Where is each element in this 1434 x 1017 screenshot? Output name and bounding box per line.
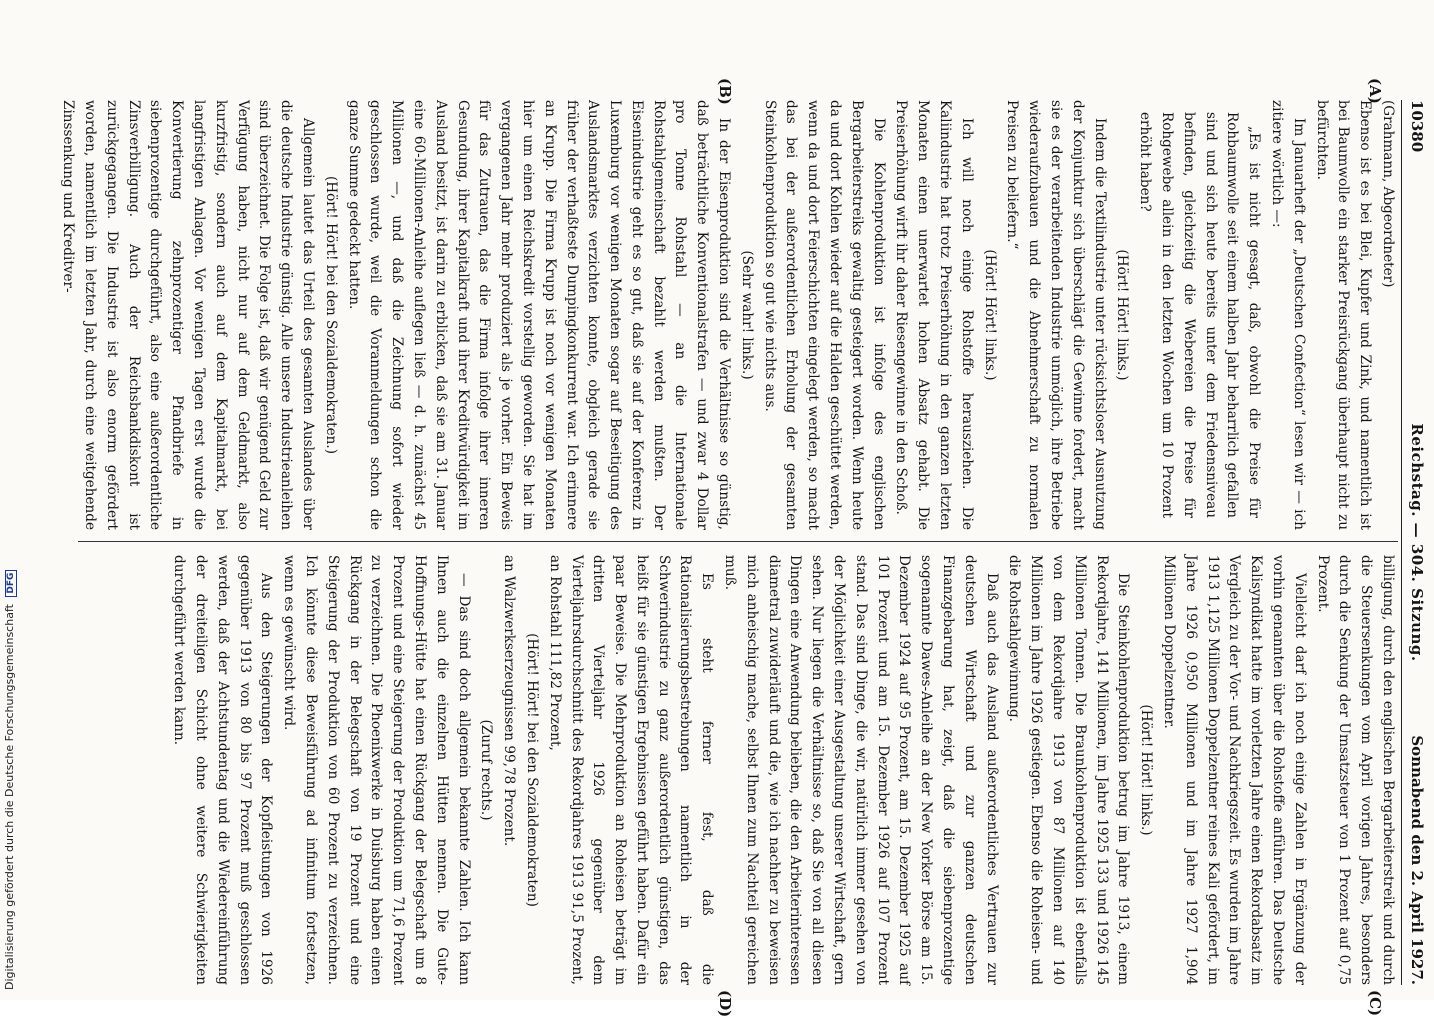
paragraph: Es steht ferner fest, daß die Rationalisierungsbestrebungen namentlich in der Schwerindustrie zu ganz außerordentlich günstigen, das heißt für sie günstigen Ergebnissen geführt haben. Dafür ein paar Beweise. Die Mehrproduktion an Roheisen beträgt im dritten Vierteljahr 1926 gegenüber dem Vierteljahrsdurchschnitt des Rekordjahres 1913 91,5 Prozent, an Rohstahl 111,82 Prozent, [546, 555, 716, 985]
paragraph: Ich will noch einige Rohstoffe herausziehen. Die Kaliindustrie hat trotz Preiserhöhung in den ganzen letzten Monaten einen unerwartet hohen Absatz gehabt. Die Preiserhöhung wirft ihr daher Riesengewinne in den Schoß. [893, 100, 975, 530]
paragraph: an Walzwerkserzeugnissen 99,78 Prozent. [501, 555, 518, 847]
page-number: 10380 [1408, 100, 1426, 153]
paragraph: Ebenso ist es bei Blei, Kupfer und Zink, und namentlich ist bei Baumwolle ein starker Preisrückgang überhaupt nicht zu befürchten. [1313, 100, 1374, 530]
paragraph: „Es ist nicht gesagt, daß, obwohl die Preise für Rohbaumwolle seit einem halben Jahr beharrlich gefallen sind und sich heute bereits unter dem Friedensniveau befinden, gleichzeitig die Webereien die Preise für Rohgewebe allein in den letzten Wochen um 10 Prozent erhöht haben? [1137, 112, 1263, 518]
margin-mark-d: (D) [716, 990, 734, 1017]
credit-text: Digitalisierung gefördert durch die Deutsche Forschungsgemeinschaft [3, 604, 16, 990]
paragraph: Daß auch das Ausland außerordentliches Vertrauen zur deutschen Wirtschaft und zur ganzen deutschen Finanzgebarung hat, zeigt, daß die siebenprozentige sogenannte Dawes-Anleihe an der New Yorker Börse am 15. Dezember 1924 auf 95 Prozent, am 15. Dezember 1925 auf 101 Prozent und am 15. Dezember 1926 auf 107 Prozent stand. Das sind Dinge, die wir, natürlich immer gesehen von der Möglichkeit einer Ausgestaltung unserer Wirtschaft, gern sehen. Nur liegen die Verhältnisse so, daß Sie von all diesen Dingen eine Anwendung belieben, die den Arbeiterinteressen diametral zuwiderläuft und die, wie ich nachher zu beweisen mich anheischig mache, selbst Ihnen zum Nachteil gereichen muß. [722, 555, 1000, 985]
margin-mark-a: (A) [1366, 78, 1384, 104]
interjection: (Zuruf rechts.) [478, 719, 495, 821]
column-divider [78, 541, 1398, 542]
paragraph: Im Januarheft der „Deutschen Confection“ lesen wir — ich zitiere wörtlich —: [1269, 100, 1307, 530]
page-header [1401, 100, 1428, 985]
paragraph: Vielleicht darf ich noch einige Zahlen in Ergänzung der vorhin genannten über die Rohstoffe anführen. Das Deutsche Kalisyndikat hatte im vorletzten Jahre einen Rekordabsatz im Vergleich zu der Vor- und Nachkriegszeit. Es wurden im Jahre 1913 1,125 Millionen Doppelzentner reines Kali gefördert, im Jahre 1926 0,950 Millionen und im Jahre 1927 1,904 Millionen Doppelzentner. [1161, 555, 1308, 985]
paragraph: billigung, durch den englischen Bergarbeiterstreik und durch die Steuersenkungen vom April vorigen Jahres, besonders durch die Senkung der Umsatzsteuer von 1 Prozent auf 0,75 Prozent. [1314, 555, 1396, 985]
interjection: (Hört! Hört! links.) [1114, 249, 1131, 381]
paragraph: Aus den Steigerungen der Kopfleistungen von 1926 gegenüber 1913 von 80 bis 97 Prozent muß geschlossen werden, daß der Achtstundentag und die Wiedereinführung der dreiteiligen Schicht ohne weitere Schwierigkeiten durchgeführt werden kann. [171, 555, 275, 985]
paragraph: — Das sind doch allgemein bekannte Zahlen. Ich kann Ihnen auch die einzelnen Hütten nennen. Die Gute-Hoffnungs-Hütte hat einen Rückgang der Belegschaft um 8 Prozent und eine Steigerung der Produktion um 71,6 Prozent zu verzeichnen. Die Phoenixwerke in Duisburg haben einen Rückgang in der Belegschaft von 19 Prozent und eine Steigerung der Produktion von 60 Prozent zu verzeichnen. Ich könnte diese Beweisführung ad infinitum fortsetzen, wenn es gewünscht wird. [281, 555, 472, 985]
paragraph: In der Eisenproduktion sind die Verhältnisse so günstig, daß beträchtliche Konventionalstrafen — und zwar 4 Dollar pro Tonne Rohstahl — an die Internationale Rohstahlgemeinschaft bezahlt werden mußten. Der Eisenindustrie geht es so gut, daß sie auf der Konferenz in Luxemburg vor wenigen Monaten sogar auf Beseitigung des Auslandsmarktes verzichten konnte, obgleich gerade sie früher der verhaßteste Dumpingkonkurrent war. Ich erinnere an Krupp. Die Firma Krupp ist noch vor wenigen Monaten hier um einen Reichskredit vorstellig geworden. Sie hat im vergangenen Jahr mehr produziert als je vorher. Ein Beweis für das Zutrauen, das die Firma infolge ihrer inneren Gesundung, ihrer Kapitalkraft und ihrer Kreditwürdigkeit im Ausland besitzt, ist darin zu erblicken, daß sie am 31. Januar eine 60-Millionen-Anleihe auflegen ließ — d. h. zunächst 45 Millionen —, und daß die Zeichnung sofort wieder geschlossen wurde, weil die Voranmeldungen schon die ganze Summe gedeckt hatten. [345, 100, 733, 530]
paragraph: Die Steinkohlenproduktion betrug im Jahre 1913, einem Rekordjahre, 141 Millionen, im Jahre 1925 133 und 1926 145 Millionen Tonnen. Die Braunkohlenproduktion ist ebenfalls von dem Rekordjahre 1913 von 87 Millionen auf 140 Millionen im Jahre 1926 gestiegen. Ebenso die Roheisen- und die Rohstahlgewinnung. [1006, 555, 1132, 985]
margin-mark-b: (B) [716, 78, 734, 105]
interjection: (Hört! Hört! bei den Sozialdemokraten.) [322, 175, 339, 455]
dfg-logo: DFG [5, 570, 17, 597]
session-date: Sonnabend den 2. April 1927. [1408, 735, 1426, 985]
page-title: Reichstag. — 304. Sitzung. [1408, 423, 1426, 662]
left-column [60, 100, 1398, 530]
paragraph: (Grahmann, Abgeordneter) [1380, 100, 1396, 288]
digitization-credit [0, 0, 20, 1000]
paragraph: Indem die Textilindustrie unter rücksichtsloser Ausnutzung der Konjunktur sich überschlägt die Gewinne fordert, macht sie es der verarbeitenden Industrie unmöglich, ihre Betriebe wiederaufzubauen und die Abnehmerschaft zu normalen Preisen zu beliefern.“ [1004, 100, 1108, 530]
right-column [78, 555, 1398, 985]
interjection: (Hört! Hört! links.) [981, 249, 998, 381]
margin-mark-c: (C) [1366, 990, 1384, 1017]
paragraph: Allgemein lautet das Urteil des gesamten Auslandes über die deutsche Industrie günstig. Alle unsere Industrieanleihen sind überzeichnet. Die Folge ist, daß wir genügend Geld zur Verfügung haben, nicht nur auf dem Geldmarkt, also kurzfristig, sondern auch auf dem Kapitalmarkt, bei langfristigen Anlagen. Vor wenigen Tagen erst wurde die Konvertierung zehnprozentiger Pfandbriefe in siebenprozentige durchgeführt, also eine außerordentliche Zinsverbilligung. Auch der Reichsbankdiskont ist zurückgegangen. Die Industrie ist also enorm gefördert worden, namentlich im letzten Jahr, durch eine weitgehende Zinssenkung und Kreditver- [60, 100, 316, 530]
interjection: (Hört! Hört! links.) [1138, 704, 1155, 836]
paragraph: Die Kohlenproduktion ist infolge des englischen Bergarbeiterstreiks gewaltig gesteigert worden. Wenn heute da und dort Kohlen wieder auf die Halden geschüttet werden, wenn da und dort Feierschichten eingelegt werden, so macht das bei der außerordentlichen Erholung der gesamten Steinkohlenproduktion so gut wie nichts aus. [761, 100, 887, 530]
interjection: (Hört! Hört! bei den Sozialdemokraten) [523, 633, 540, 907]
interjection: (Sehr wahr! links.) [738, 250, 755, 380]
